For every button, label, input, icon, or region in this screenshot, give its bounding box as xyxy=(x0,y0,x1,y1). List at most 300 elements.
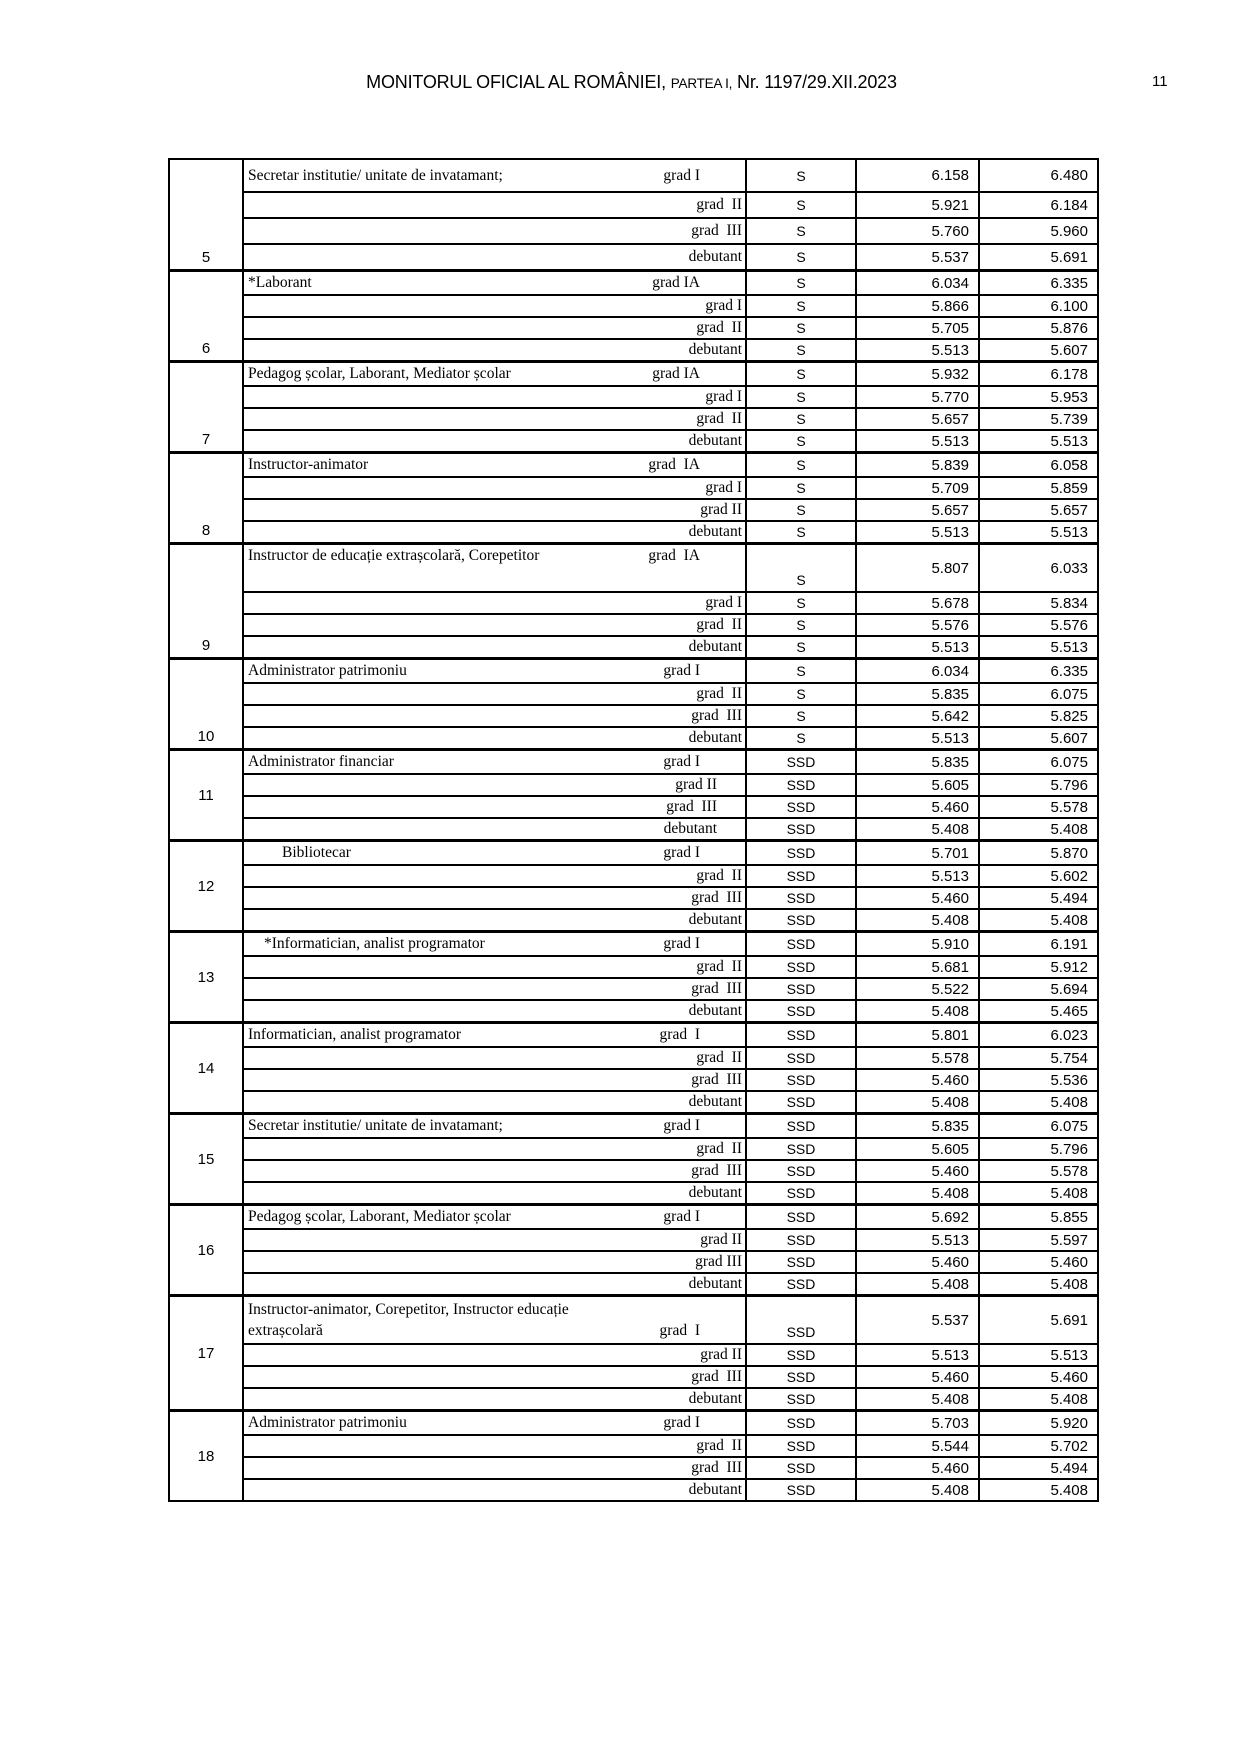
salary-coefficient-max: 5.578 xyxy=(1050,1162,1088,1180)
grade-group xyxy=(170,1112,1097,1203)
group-number: 16 xyxy=(197,1241,215,1259)
group-rows xyxy=(244,660,1097,748)
position-cell xyxy=(244,1001,747,1021)
position-cell xyxy=(244,431,747,451)
salary-coefficient-min: 5.605 xyxy=(857,1139,980,1159)
position-cell xyxy=(244,888,747,908)
salary-coefficient-max: 5.578 xyxy=(1050,798,1088,816)
position-cell xyxy=(244,660,747,682)
group-number-cell xyxy=(170,1412,244,1500)
education-level: SSD xyxy=(786,1438,816,1454)
position-cell xyxy=(244,545,747,591)
position-cell xyxy=(244,1183,747,1203)
salary-coefficient-max: 5.460 xyxy=(1050,1368,1088,1386)
group-number-cell xyxy=(170,454,244,542)
position-cell xyxy=(244,1480,747,1500)
position-cell xyxy=(244,775,747,795)
position-title: Administrator financiar xyxy=(248,753,394,770)
education-level-cell xyxy=(747,318,857,338)
position-cell xyxy=(244,272,747,294)
education-level: S xyxy=(796,480,806,496)
table-row xyxy=(244,1434,1097,1456)
salary-coefficient-max: 6.100 xyxy=(1050,297,1088,315)
table-row xyxy=(244,217,1097,243)
education-level-cell xyxy=(747,1389,857,1409)
table-row xyxy=(244,955,1097,977)
education-level-cell xyxy=(747,1092,857,1112)
salary-coefficient-max: 5.796 xyxy=(1050,776,1088,794)
position-cell xyxy=(244,751,747,773)
salary-coefficient-min: 5.460 xyxy=(857,797,980,817)
table-row xyxy=(244,591,1097,613)
table-row xyxy=(244,385,1097,407)
table-row xyxy=(244,1024,1097,1046)
salary-coefficient-min: 5.605 xyxy=(857,775,980,795)
education-level-cell xyxy=(747,819,857,839)
table-row xyxy=(244,338,1097,360)
position-cell xyxy=(244,454,747,476)
salary-coefficient-max: 5.460 xyxy=(1050,1253,1088,1271)
grade-label: grad III xyxy=(666,798,717,815)
page-title xyxy=(168,72,1095,93)
table-row xyxy=(244,1228,1097,1250)
education-level-cell xyxy=(747,751,857,773)
grade-group xyxy=(170,839,1097,930)
education-level: SSD xyxy=(786,1072,816,1088)
salary-coefficient-max: 5.607 xyxy=(1050,341,1088,359)
salary-coefficient-max: 6.335 xyxy=(1050,274,1088,292)
table-row xyxy=(244,316,1097,338)
salary-coefficient-min: 5.770 xyxy=(857,387,980,407)
education-level: S xyxy=(796,639,806,655)
education-level-cell xyxy=(747,409,857,429)
group-number: 5 xyxy=(201,249,211,266)
grade-label: grad I xyxy=(663,1208,700,1225)
table-row xyxy=(244,613,1097,635)
position-cell xyxy=(244,1230,747,1250)
salary-coefficient-min: 5.835 xyxy=(857,1115,980,1137)
education-level: SSD xyxy=(786,959,816,975)
grade-label: grad II xyxy=(700,501,742,518)
salary-coefficient-min: 5.460 xyxy=(857,888,980,908)
table-row xyxy=(244,243,1097,269)
salary-coefficient-min: 5.705 xyxy=(857,318,980,338)
education-level-cell xyxy=(747,957,857,977)
education-level: SSD xyxy=(786,821,816,837)
salary-coefficient-min: 5.537 xyxy=(857,1297,980,1343)
education-level: SSD xyxy=(786,890,816,906)
salary-coefficient-max: 5.739 xyxy=(1050,410,1088,428)
grade-label: debutant xyxy=(688,729,742,746)
table-row xyxy=(244,407,1097,429)
education-level-cell xyxy=(747,1252,857,1272)
table-row xyxy=(244,864,1097,886)
position-cell xyxy=(244,797,747,817)
education-level: SSD xyxy=(786,1185,816,1201)
table-row xyxy=(244,160,1097,191)
education-level-cell xyxy=(747,1001,857,1021)
grade-label: grad II xyxy=(696,319,742,336)
salary-coefficient-max: 6.075 xyxy=(1050,1117,1088,1135)
title-issue-number: Nr. 1197/29.XII.2023 xyxy=(737,72,897,92)
education-level-cell xyxy=(747,1070,857,1090)
group-number: 9 xyxy=(201,637,211,654)
table-row xyxy=(244,682,1097,704)
position-cell xyxy=(244,1274,747,1294)
grade-label: grad III xyxy=(695,1253,742,1270)
education-level-cell xyxy=(747,888,857,908)
group-number-cell xyxy=(170,933,244,1021)
title-part: PARTEA I, xyxy=(670,76,733,91)
group-number-cell xyxy=(170,1024,244,1112)
education-level: SSD xyxy=(786,936,816,952)
salary-coefficient-min: 5.460 xyxy=(857,1458,980,1478)
education-level: SSD xyxy=(786,1232,816,1248)
group-rows xyxy=(244,363,1097,451)
education-level-cell xyxy=(747,272,857,294)
salary-coefficient-max: 5.602 xyxy=(1050,867,1088,885)
position-title: Instructor-animator xyxy=(248,456,369,473)
position-cell xyxy=(244,318,747,338)
position-cell xyxy=(244,1458,747,1478)
salary-coefficient-min: 5.642 xyxy=(857,706,980,726)
position-cell xyxy=(244,1252,747,1272)
grade-group xyxy=(170,1409,1097,1500)
salary-coefficient-max: 5.859 xyxy=(1050,479,1088,497)
education-level: SSD xyxy=(786,1347,816,1363)
position-cell xyxy=(244,1024,747,1046)
grade-label: grad III xyxy=(691,1368,742,1385)
education-level: SSD xyxy=(786,1141,816,1157)
group-number: 13 xyxy=(197,968,215,986)
grade-label: grad IA xyxy=(652,365,700,382)
group-number: 8 xyxy=(201,522,211,539)
salary-coefficient-max: 5.702 xyxy=(1050,1437,1088,1455)
position-cell xyxy=(244,1092,747,1112)
position-cell xyxy=(244,1389,747,1409)
salary-coefficient-min: 5.692 xyxy=(857,1206,980,1228)
education-level: S xyxy=(796,167,806,184)
group-number: 17 xyxy=(197,1344,215,1362)
table-row xyxy=(244,1478,1097,1500)
grade-label: grad II xyxy=(700,1231,742,1248)
position-cell xyxy=(244,1139,747,1159)
education-level: S xyxy=(796,223,806,239)
salary-coefficient-max: 5.691 xyxy=(1050,248,1088,266)
salary-coefficient-max: 5.408 xyxy=(1050,1093,1088,1111)
education-level-cell xyxy=(747,1436,857,1456)
education-level: SSD xyxy=(786,868,816,884)
education-level: SSD xyxy=(786,754,816,770)
education-level-cell xyxy=(747,545,857,591)
grade-label: grad I xyxy=(663,844,700,861)
table-row xyxy=(244,1365,1097,1387)
salary-coefficient-max: 5.834 xyxy=(1050,594,1088,612)
education-level-cell xyxy=(747,637,857,657)
position-cell xyxy=(244,1367,747,1387)
position-cell xyxy=(244,1048,747,1068)
salary-coefficient-max: 5.825 xyxy=(1050,707,1088,725)
grade-label: grad IA xyxy=(648,456,700,473)
position-title: Informatician, analist programator xyxy=(248,1026,462,1043)
position-title: Pedagog școlar, Laborant, Mediator școlar xyxy=(248,1208,511,1225)
education-level-cell xyxy=(747,245,857,269)
education-level: S xyxy=(796,457,806,473)
group-number: 15 xyxy=(197,1150,215,1168)
education-level-cell xyxy=(747,979,857,999)
position-cell xyxy=(244,1436,747,1456)
salary-coefficient-min: 5.760 xyxy=(857,219,980,243)
position-cell xyxy=(244,1206,747,1228)
salary-coefficient-max: 5.876 xyxy=(1050,319,1088,337)
table-row xyxy=(244,520,1097,542)
education-level: S xyxy=(796,730,806,746)
position-title: Instructor de educație extrașcolară, Corepetitor xyxy=(248,547,540,564)
education-level-cell xyxy=(747,660,857,682)
education-level: SSD xyxy=(786,799,816,815)
salary-coefficient-max: 5.607 xyxy=(1050,729,1088,747)
position-title: Administrator patrimoniu xyxy=(248,1414,407,1431)
grade-group xyxy=(170,542,1097,657)
group-number-cell xyxy=(170,160,244,269)
salary-coefficient-min: 5.408 xyxy=(857,1183,980,1203)
position-title: Secretar institutie/ unitate de invatamant; xyxy=(248,166,503,184)
education-level-cell xyxy=(747,615,857,635)
table-row xyxy=(244,726,1097,748)
group-number: 11 xyxy=(198,786,214,804)
salary-grades-table xyxy=(168,158,1099,1502)
group-number: 10 xyxy=(197,728,215,745)
education-level: S xyxy=(796,249,806,265)
salary-coefficient-min: 5.835 xyxy=(857,684,980,704)
salary-coefficient-max: 6.075 xyxy=(1050,685,1088,703)
education-level-cell xyxy=(747,478,857,498)
position-title: Instructor-animator, Corepetitor, Instructor educație xyxy=(248,1301,569,1318)
group-rows xyxy=(244,1412,1097,1500)
table-row xyxy=(244,999,1097,1021)
table-row xyxy=(244,751,1097,773)
grade-label: grad II xyxy=(696,1049,742,1066)
grade-label: grad I xyxy=(663,1414,700,1431)
salary-coefficient-min: 5.807 xyxy=(857,545,980,591)
salary-coefficient-max: 5.657 xyxy=(1050,501,1088,519)
education-level-cell xyxy=(747,1183,857,1203)
grade-label: debutant xyxy=(688,1481,742,1498)
salary-coefficient-min: 5.513 xyxy=(857,1345,980,1365)
position-cell xyxy=(244,387,747,407)
education-level: S xyxy=(796,298,806,314)
group-number-cell xyxy=(170,272,244,360)
salary-coefficient-min: 6.034 xyxy=(857,272,980,294)
table-row xyxy=(244,1090,1097,1112)
salary-coefficient-max: 5.513 xyxy=(1050,1346,1088,1364)
group-number-cell xyxy=(170,842,244,930)
position-cell xyxy=(244,160,747,191)
grade-label: grad I xyxy=(705,479,742,496)
salary-coefficient-min: 5.576 xyxy=(857,615,980,635)
table-row xyxy=(244,933,1097,955)
salary-coefficient-min: 5.657 xyxy=(857,409,980,429)
education-level-cell xyxy=(747,684,857,704)
grade-label: grad II xyxy=(696,958,742,975)
table-row xyxy=(244,1206,1097,1228)
salary-coefficient-max: 5.912 xyxy=(1050,958,1088,976)
salary-coefficient-min: 5.513 xyxy=(857,728,980,748)
salary-coefficient-max: 5.408 xyxy=(1050,1184,1088,1202)
grade-label: debutant xyxy=(688,1275,742,1292)
education-level-cell xyxy=(747,1206,857,1228)
education-level: S xyxy=(796,320,806,336)
education-level-cell xyxy=(747,1297,857,1343)
group-number-cell xyxy=(170,751,244,839)
grade-group xyxy=(170,657,1097,748)
group-number-cell xyxy=(170,1297,244,1409)
grade-label: grad II xyxy=(696,1437,742,1454)
education-level-cell xyxy=(747,363,857,385)
education-level: SSD xyxy=(786,1094,816,1110)
position-cell xyxy=(244,933,747,955)
education-level: SSD xyxy=(786,1163,816,1179)
table-row xyxy=(244,1297,1097,1343)
salary-coefficient-min: 5.835 xyxy=(857,751,980,773)
grade-label: grad II xyxy=(700,1346,742,1363)
grade-label: grad I xyxy=(663,1117,700,1134)
salary-coefficient-min: 5.522 xyxy=(857,979,980,999)
table-row xyxy=(244,977,1097,999)
salary-coefficient-min: 5.408 xyxy=(857,1389,980,1409)
salary-coefficient-min: 5.408 xyxy=(857,819,980,839)
position-cell xyxy=(244,1297,747,1343)
grade-label: grad II xyxy=(696,616,742,633)
education-level-cell xyxy=(747,1274,857,1294)
salary-coefficient-max: 6.191 xyxy=(1050,935,1088,953)
position-cell xyxy=(244,684,747,704)
education-level: S xyxy=(796,686,806,702)
group-rows xyxy=(244,1297,1097,1409)
grade-label: debutant xyxy=(688,638,742,655)
table-row xyxy=(244,908,1097,930)
table-row xyxy=(244,660,1097,682)
salary-coefficient-min: 5.408 xyxy=(857,1001,980,1021)
salary-coefficient-max: 6.480 xyxy=(1050,167,1088,184)
salary-coefficient-max: 6.184 xyxy=(1050,196,1088,214)
salary-coefficient-max: 5.796 xyxy=(1050,1140,1088,1158)
position-cell xyxy=(244,728,747,748)
education-level: S xyxy=(796,275,806,291)
table-row xyxy=(244,1046,1097,1068)
table-row xyxy=(244,1250,1097,1272)
position-title-continued: extrașcolară xyxy=(248,1322,323,1339)
education-level: SSD xyxy=(786,1482,816,1498)
education-level: SSD xyxy=(786,1027,816,1043)
education-level-cell xyxy=(747,296,857,316)
position-title: Bibliotecar xyxy=(282,844,351,861)
grade-label: grad I xyxy=(663,935,700,952)
salary-coefficient-min: 5.513 xyxy=(857,637,980,657)
grade-label: grad IA xyxy=(648,547,700,564)
salary-coefficient-max: 5.513 xyxy=(1050,638,1088,656)
education-level: SSD xyxy=(786,1391,816,1407)
salary-coefficient-max: 5.855 xyxy=(1050,1208,1088,1226)
table-row xyxy=(244,704,1097,726)
grade-label: debutant xyxy=(688,523,742,540)
education-level: SSD xyxy=(786,1369,816,1385)
grade-label: grad I xyxy=(659,1026,700,1043)
grade-label: debutant xyxy=(688,911,742,928)
education-level: SSD xyxy=(786,1276,816,1292)
salary-coefficient-max: 5.953 xyxy=(1050,388,1088,406)
grade-group xyxy=(170,451,1097,542)
table-row xyxy=(244,1412,1097,1434)
salary-coefficient-max: 5.870 xyxy=(1050,844,1088,862)
grade-label: grad I xyxy=(705,388,742,405)
salary-coefficient-max: 5.694 xyxy=(1050,980,1088,998)
education-level: S xyxy=(796,411,806,427)
salary-coefficient-max: 5.408 xyxy=(1050,911,1088,929)
group-rows xyxy=(244,545,1097,657)
grade-label: grad II xyxy=(696,1140,742,1157)
position-cell xyxy=(244,957,747,977)
group-number: 7 xyxy=(201,431,211,448)
education-level: S xyxy=(796,366,806,382)
salary-coefficient-min: 5.932 xyxy=(857,363,980,385)
position-cell xyxy=(244,245,747,269)
education-level: SSD xyxy=(786,777,816,793)
table-row xyxy=(244,191,1097,217)
education-level: SSD xyxy=(786,981,816,997)
education-level: SSD xyxy=(786,1324,816,1340)
education-level-cell xyxy=(747,160,857,191)
table-row xyxy=(244,1343,1097,1365)
grade-label: grad I xyxy=(705,297,742,314)
education-level-cell xyxy=(747,706,857,726)
salary-coefficient-min: 6.158 xyxy=(857,160,980,191)
salary-coefficient-min: 6.034 xyxy=(857,660,980,682)
education-level: S xyxy=(796,389,806,405)
group-rows xyxy=(244,1024,1097,1112)
salary-coefficient-max: 5.494 xyxy=(1050,889,1088,907)
table-row xyxy=(244,1115,1097,1137)
table-row xyxy=(244,454,1097,476)
salary-coefficient-max: 6.075 xyxy=(1050,753,1088,771)
salary-coefficient-min: 5.408 xyxy=(857,1480,980,1500)
education-level-cell xyxy=(747,1367,857,1387)
education-level-cell xyxy=(747,1024,857,1046)
title-line-1 xyxy=(248,1299,745,1320)
salary-coefficient-min: 5.513 xyxy=(857,522,980,542)
salary-coefficient-max: 6.335 xyxy=(1050,662,1088,680)
position-cell xyxy=(244,363,747,385)
salary-coefficient-min: 5.681 xyxy=(857,957,980,977)
grade-label: debutant xyxy=(688,1093,742,1110)
education-level-cell xyxy=(747,431,857,451)
position-cell xyxy=(244,500,747,520)
grade-label: grad II xyxy=(696,685,742,702)
salary-coefficient-min: 5.709 xyxy=(857,478,980,498)
salary-coefficient-min: 5.460 xyxy=(857,1161,980,1181)
grade-label: grad III xyxy=(691,980,742,997)
education-level-cell xyxy=(747,522,857,542)
table-row xyxy=(244,498,1097,520)
position-title: Pedagog școlar, Laborant, Mediator școlar xyxy=(248,365,511,382)
education-level: S xyxy=(796,572,806,588)
grade-label: debutant xyxy=(688,432,742,449)
education-level: SSD xyxy=(786,1415,816,1431)
group-number: 6 xyxy=(201,340,211,357)
grade-label: grad II xyxy=(696,410,742,427)
education-level: SSD xyxy=(786,845,816,861)
salary-coefficient-min: 5.460 xyxy=(857,1367,980,1387)
